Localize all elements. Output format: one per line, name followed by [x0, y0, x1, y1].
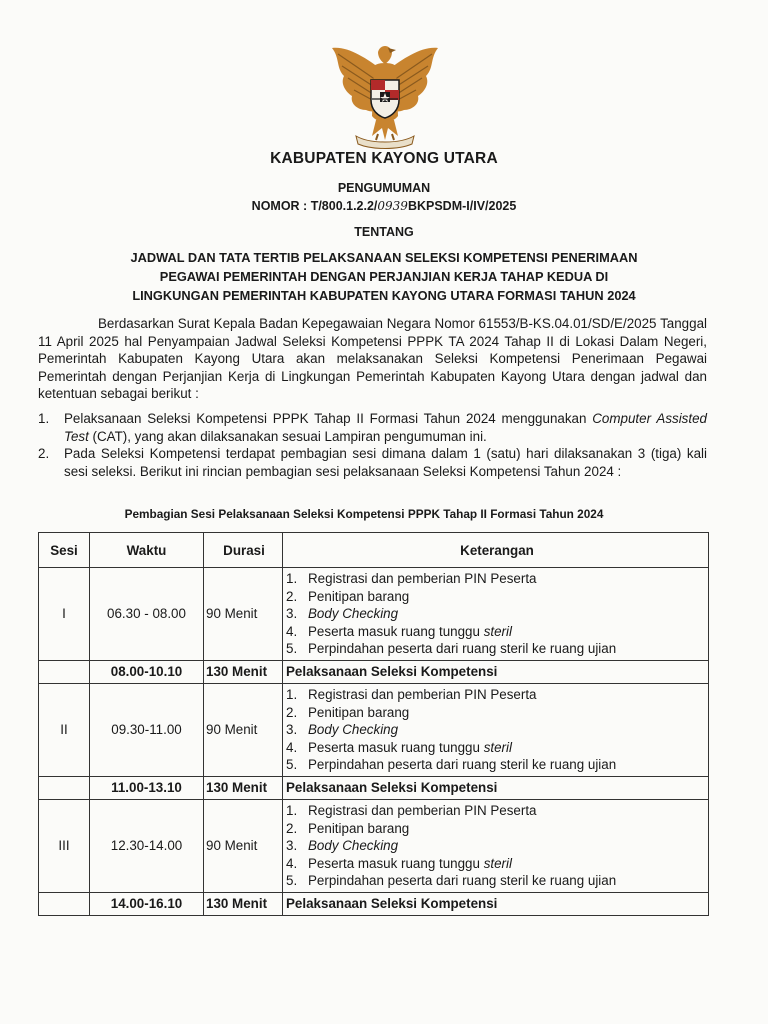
header-waktu: Waktu [90, 533, 204, 568]
step-number: 2. [286, 820, 298, 836]
step-number: 4. [286, 855, 298, 871]
session-number: II [39, 683, 90, 776]
step-item [286, 802, 708, 820]
exam-description: Pelaksanaan Seleksi Kompetensi [283, 660, 709, 683]
step-item [286, 756, 708, 774]
session-time: 12.30-14.00 [90, 799, 204, 892]
provision-list [38, 410, 707, 480]
table-caption: Pembagian Sesi Pelaksanaan Seleksi Kompetensi PPPK Tahap II Formasi Tahun 2024 [124, 507, 604, 521]
exam-duration: 130 Menit [204, 892, 283, 915]
exam-time: 08.00-10.10 [90, 660, 204, 683]
step-text: Registrasi dan pemberian PIN Peserta [308, 686, 537, 702]
step-number: 1. [286, 571, 298, 586]
step-number: 3. [286, 606, 298, 622]
exam-blank-cell [39, 776, 90, 799]
step-text: Perpindahan peserta dari ruang steril ke ruang ujian [308, 873, 617, 889]
exam-duration: 130 Menit [204, 776, 283, 799]
garuda-emblem-icon [326, 40, 444, 150]
step-italic-text: steril [483, 739, 512, 755]
intro-paragraph: Berdasarkan Surat Kepala Badan Kepegawaian Negara Nomor 61553/B-KS.04.01/SD/E/2025 Tanggal 11 April 2025 hal Penyampaian Jadwal Seleksi Kompetensi PPPK TA 2024 Tahap II di Lokasi Dalam Negeri, Pemerintah Kabupaten Kayong Utara akan melaksanakan Seleksi Kompetensi Penerimaan Pegawai Pemerintah dengan Perjanjian Kerja di Lingkungan Pemerintah Kabupaten Kayong Utara dengan jadwal dan ketentuan sebagai berikut : [38, 316, 707, 402]
title-line-1: JADWAL DAN TATA TERTIB PELAKSANAAN SELEKSI KOMPETENSI PENERIMAAN [130, 250, 638, 265]
session-row [39, 568, 709, 661]
exam-row [39, 776, 709, 799]
step-item [286, 686, 708, 704]
document-number [0, 199, 768, 213]
provision-item [38, 445, 707, 480]
exam-time: 11.00-13.10 [90, 776, 204, 799]
table-header-row [39, 533, 709, 568]
exam-blank-cell [39, 892, 90, 915]
step-number: 3. [286, 722, 298, 738]
session-duration: 90 Menit [204, 683, 283, 776]
step-item [286, 623, 708, 641]
step-list [286, 684, 708, 776]
exam-row [39, 660, 709, 683]
step-number: 5. [286, 641, 298, 657]
session-number: I [39, 568, 90, 661]
step-text: Penitipan barang [308, 820, 410, 836]
step-item [286, 588, 708, 606]
provision-text-end: (CAT), yang akan dilaksanakan sesuai Lampiran pengumuman ini. [88, 428, 487, 444]
session-duration: 90 Menit [204, 799, 283, 892]
step-text: Peserta masuk ruang tunggu [308, 739, 484, 755]
document-type: PENGUMUMAN [337, 181, 431, 195]
exam-row [39, 892, 709, 915]
step-italic-text: steril [483, 623, 512, 639]
step-text: Penitipan barang [308, 704, 410, 720]
session-schedule-table [38, 532, 709, 916]
step-number: 4. [286, 739, 298, 755]
provision-text: Pelaksanaan Seleksi Kompetensi PPPK Tahap II Formasi Tahun 2024 menggunakan [64, 411, 593, 426]
region-title: KABUPATEN KAYONG UTARA [270, 150, 498, 167]
session-duration: 90 Menit [204, 568, 283, 661]
announcement-title [0, 248, 768, 305]
step-item [286, 704, 708, 722]
title-line-2: PEGAWAI PEMERINTAH DENGAN PERJANJIAN KERJA TAHAP KEDUA DI [159, 269, 609, 284]
title-line-3: LINGKUNGAN PEMERINTAH KABUPATEN KAYONG UTARA FORMASI TAHUN 2024 [132, 288, 636, 303]
handwritten-number: 0939 [377, 199, 408, 213]
step-item [286, 855, 708, 873]
step-number: 1. [286, 802, 298, 818]
provision-number: 2. [38, 446, 50, 462]
step-item [286, 820, 708, 838]
exam-description: Pelaksanaan Seleksi Kompetensi [283, 776, 709, 799]
step-italic-text: Body Checking [308, 722, 399, 738]
step-text: Perpindahan peserta dari ruang steril ke ruang ujian [308, 757, 617, 773]
session-steps [283, 799, 709, 892]
step-item [286, 605, 708, 623]
step-text: Peserta masuk ruang tunggu [308, 855, 484, 871]
exam-blank-cell [39, 660, 90, 683]
step-italic-text: Body Checking [308, 606, 399, 622]
step-item [286, 570, 708, 588]
header-durasi: Durasi [204, 533, 283, 568]
step-item [286, 640, 708, 658]
step-number: 2. [286, 588, 298, 604]
step-item [286, 872, 708, 890]
session-number: III [39, 799, 90, 892]
step-list [286, 800, 708, 892]
session-steps [283, 683, 709, 776]
step-number: 2. [286, 704, 298, 720]
step-text: Peserta masuk ruang tunggu [308, 623, 484, 639]
exam-duration: 130 Menit [204, 660, 283, 683]
step-text: Perpindahan peserta dari ruang steril ke ruang ujian [308, 641, 617, 657]
step-list [286, 568, 708, 660]
provision-item [38, 410, 707, 445]
header-sesi: Sesi [39, 533, 90, 568]
header-keterangan: Keterangan [283, 533, 709, 568]
session-time: 06.30 - 08.00 [90, 568, 204, 661]
session-steps [283, 568, 709, 661]
step-italic-text: Body Checking [308, 838, 399, 854]
exam-description: Pelaksanaan Seleksi Kompetensi [283, 892, 709, 915]
provision-text: Pada Seleksi Kompetensi terdapat pembagian sesi dimana dalam 1 (satu) hari dilaksanakan 3 (tiga) kali sesi seleksi. Berikut ini rincian pembagian sesi pelaksanaan Seleksi Kompetensi Tahun 2024 : [64, 446, 707, 479]
document-number-suffix: BKPSDM-I/IV/2025 [407, 199, 517, 213]
session-time: 09.30-11.00 [90, 683, 204, 776]
step-text: Registrasi dan pemberian PIN Peserta [308, 571, 537, 586]
step-text: Registrasi dan pemberian PIN Peserta [308, 802, 537, 818]
provision-italic-text: Computer Assisted Test [64, 411, 707, 444]
tentang-label: TENTANG [354, 225, 414, 239]
step-number: 3. [286, 838, 298, 854]
step-text: Penitipan barang [308, 588, 410, 604]
session-row [39, 683, 709, 776]
provision-number: 1. [38, 411, 50, 426]
step-number: 1. [286, 686, 298, 702]
document-number-prefix: NOMOR : T/800.1.2.2/ [251, 199, 378, 213]
step-number: 5. [286, 757, 298, 773]
step-number: 5. [286, 873, 298, 889]
step-number: 4. [286, 623, 298, 639]
step-item [286, 739, 708, 757]
exam-time: 14.00-16.10 [90, 892, 204, 915]
session-row [39, 799, 709, 892]
step-item [286, 721, 708, 739]
step-item [286, 837, 708, 855]
step-italic-text: steril [483, 855, 512, 871]
